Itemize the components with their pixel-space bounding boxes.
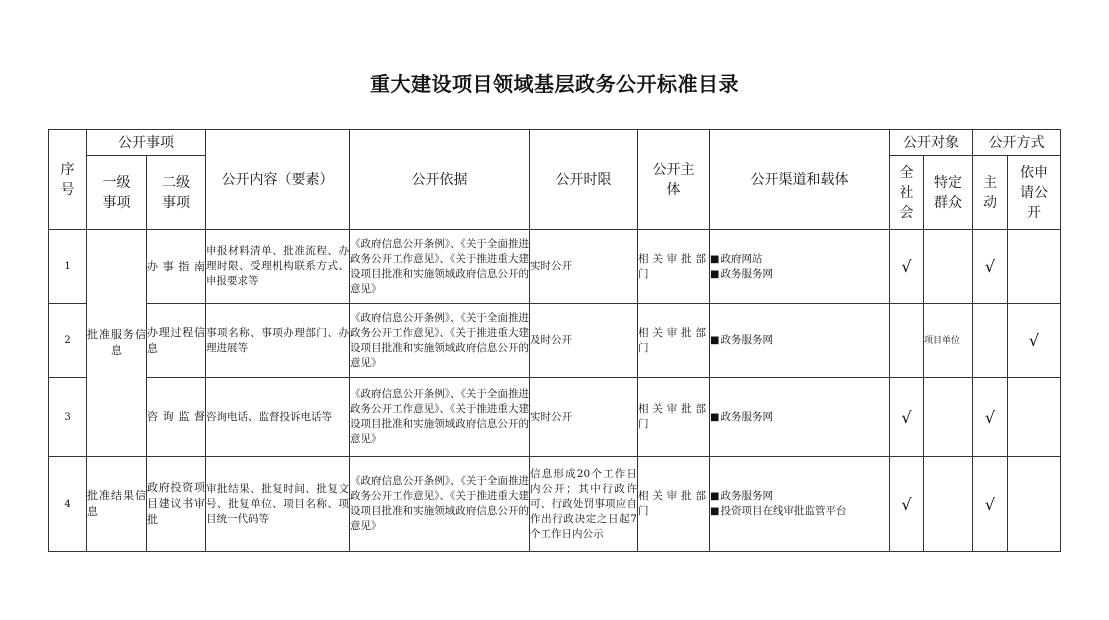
- row-seq: 4: [49, 457, 87, 552]
- time-limit-cell: 实时公开: [530, 230, 638, 304]
- whole-society-cell: [890, 457, 924, 552]
- header-level2: 二级事项: [147, 156, 206, 230]
- subject-cell: 相关审批部门: [638, 378, 710, 457]
- active-cell: [973, 378, 1008, 457]
- active-cell: [973, 230, 1008, 304]
- header-target-group: 公开对象: [890, 130, 973, 156]
- check-mark-icon: √: [901, 407, 912, 427]
- specific-group-cell: [924, 230, 973, 304]
- header-subject: 公开主体: [638, 130, 710, 230]
- header-whole-society: 全社会: [890, 156, 924, 230]
- level2-cell: 政府投资项目建议书审批: [147, 457, 206, 552]
- channel-item: ■政府网站: [710, 252, 763, 265]
- whole-society-cell: [890, 378, 924, 457]
- channel-item: ■投资项目在线审批监管平台: [710, 505, 847, 517]
- header-active: 主动: [973, 156, 1008, 230]
- check-mark-icon: √: [901, 257, 912, 276]
- content-cell: 审批结果、批复时间、批复文号、批复单位、项目名称、项目统一代码等: [206, 457, 350, 552]
- on-request-cell: [1008, 304, 1061, 378]
- table-header: [49, 130, 1061, 230]
- basis-cell: 《政府信息公开条例》、《关于全面推进政务公开工作意见》、《关于推进重大建设项目批准和实施领域政府信息公开的意见》: [350, 230, 530, 304]
- header-on-request: 依申请公开: [1008, 156, 1061, 230]
- black-square-icon: ■: [710, 491, 720, 502]
- channel-item: ■政务服务网: [710, 490, 773, 502]
- header-specific-group: 特定群众: [924, 156, 973, 230]
- level2-cell: 办理过程信息: [147, 304, 206, 378]
- channel-cell: [710, 304, 890, 378]
- time-limit-cell: 信息形成20个工作日内公开；其中行政许可、行政处罚事项应自作出行政决定之日起7个工作日内公示: [530, 457, 638, 552]
- on-request-cell: [1008, 457, 1061, 552]
- header-method-group: 公开方式: [973, 130, 1061, 156]
- active-cell: [973, 304, 1008, 378]
- specific-group-cell: [924, 378, 973, 457]
- level1-cell: 批准服务信息: [87, 230, 147, 457]
- row-seq: 2: [49, 304, 87, 378]
- channel-item: ■政务服务网: [710, 267, 773, 280]
- whole-society-cell: [890, 230, 924, 304]
- channel-cell: [710, 457, 890, 552]
- basis-cell: 《政府信息公开条例》、《关于全面推进政务公开工作意见》、《关于推进重大建设项目批准和实施领域政府信息公开的意见》: [350, 378, 530, 457]
- basis-cell: 《政府信息公开条例》、《关于全面推进政务公开工作意见》、《关于推进重大建设项目批准和实施领域政府信息公开的意见》: [350, 457, 530, 552]
- header-time-limit: 公开时限: [530, 130, 638, 230]
- active-cell: [973, 457, 1008, 552]
- channel-cell: [710, 378, 890, 457]
- catalog-table: [48, 129, 1061, 552]
- channel-cell: [710, 230, 890, 304]
- header-basis: 公开依据: [350, 130, 530, 230]
- check-mark-icon: √: [984, 407, 996, 427]
- header-items-group: 公开事项: [87, 130, 206, 156]
- black-square-icon: ■: [710, 411, 720, 423]
- channel-item: ■政务服务网: [710, 334, 773, 346]
- check-mark-icon: √: [1028, 331, 1040, 350]
- on-request-cell: [1008, 378, 1061, 457]
- time-limit-cell: 实时公开: [530, 378, 638, 457]
- black-square-icon: ■: [710, 335, 720, 346]
- specific-group-cell: 项目单位: [924, 304, 973, 378]
- table-row: [49, 378, 1061, 457]
- content-cell: 申报材料清单、批准流程、办理时限、受理机构联系方式、申报要求等: [206, 230, 350, 304]
- subject-cell: 相关审批部门: [638, 230, 710, 304]
- table-row: [49, 230, 1061, 304]
- check-mark-icon: √: [984, 257, 996, 276]
- level2-cell: 咨询监督: [147, 378, 206, 457]
- level1-cell: 批准结果信息: [87, 457, 147, 552]
- black-square-icon: ■: [710, 268, 720, 280]
- specific-group-cell: [924, 457, 973, 552]
- time-limit-cell: 及时公开: [530, 304, 638, 378]
- header-level1: 一级事项: [87, 156, 147, 230]
- whole-society-cell: [890, 304, 924, 378]
- on-request-cell: [1008, 230, 1061, 304]
- table-row: [49, 304, 1061, 378]
- page-title: 重大建设项目领域基层政务公开标准目录: [370, 72, 739, 96]
- row-seq: 1: [49, 230, 87, 304]
- header-content: 公开内容（要素）: [206, 130, 350, 230]
- header-seq: 序号: [49, 130, 87, 230]
- basis-cell: 《政府信息公开条例》、《关于全面推进政务公开工作意见》、《关于推进重大建设项目批准和实施领域政府信息公开的意见》: [350, 304, 530, 378]
- channel-item: ■政务服务网: [710, 410, 773, 423]
- check-mark-icon: √: [984, 494, 996, 514]
- content-cell: 咨询电话、监督投诉电话等: [206, 378, 350, 457]
- header-channel: 公开渠道和载体: [710, 130, 890, 230]
- content-cell: 事项名称、事项办理部门、办理进展等: [206, 304, 350, 378]
- black-square-icon: ■: [710, 253, 720, 265]
- black-square-icon: ■: [710, 506, 720, 517]
- row-seq: 3: [49, 378, 87, 457]
- subject-cell: 相关审批部门: [638, 304, 710, 378]
- check-mark-icon: √: [901, 494, 912, 514]
- subject-cell: 相关审批部门: [638, 457, 710, 552]
- level2-cell: 办事指南: [147, 230, 206, 304]
- table-row: [49, 457, 1061, 552]
